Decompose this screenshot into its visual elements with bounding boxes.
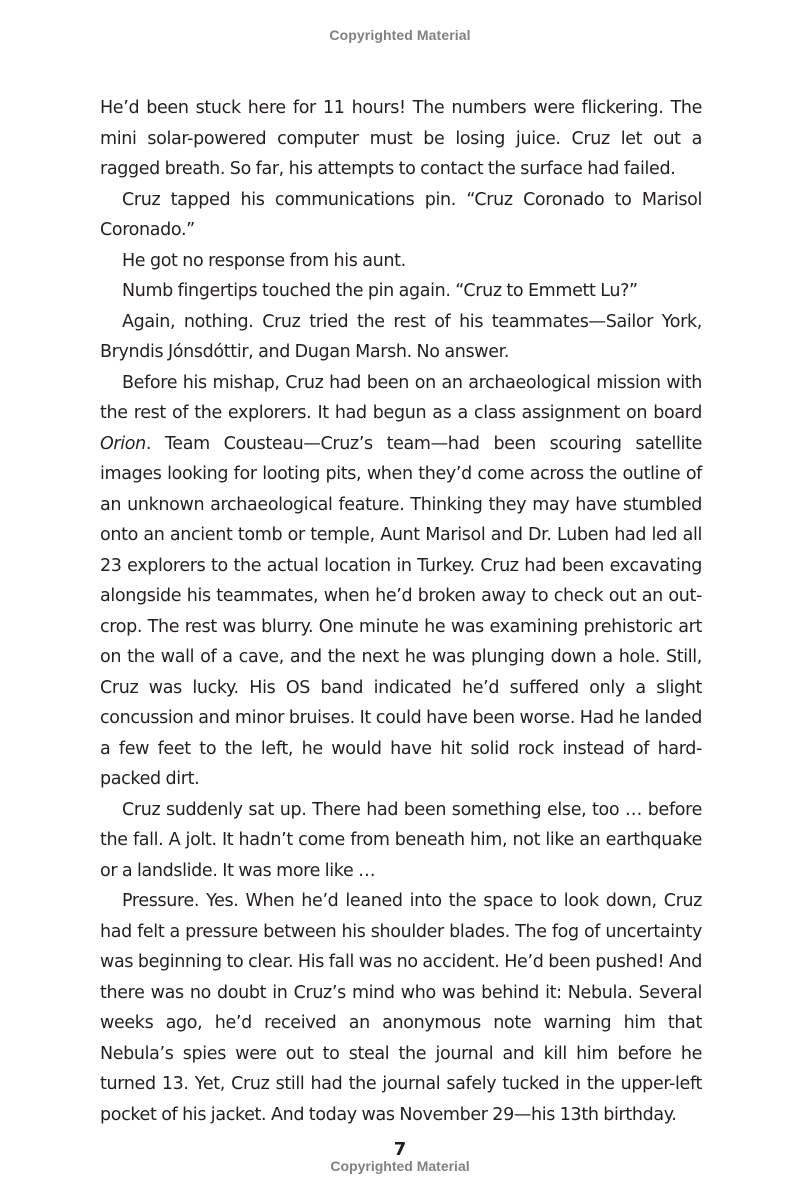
paragraph bbox=[100, 368, 702, 795]
paragraph: Again, nothing. Cruz tried the rest of his teammates—Sailor York, Bryndis Jónsdóttir, and Dugan Marsh. No answer. bbox=[100, 311, 702, 362]
paragraph: Cruz suddenly sat up. There had been something else, too … before the fall. A jolt. It hadn’t come from beneath him, not like an earthquake or a landslide. It was more like … bbox=[100, 799, 702, 881]
paragraph: He got no response from his aunt. bbox=[122, 250, 406, 271]
page-body bbox=[100, 93, 702, 1130]
copyright-stamp-top: Copyrighted Material bbox=[329, 27, 471, 43]
paragraph: Cruz tapped his communications pin. “Cruz Coronado to Marisol Coronado.” bbox=[100, 189, 702, 240]
page-number: 7 bbox=[393, 1139, 407, 1160]
ship-name-italic: Orion bbox=[100, 433, 146, 454]
paragraph-text: . Team Cousteau—Cruz’s team—had been scouring satellite images looking for looting pits, when they’d come across the outline of an unknown archaeological feature. Thinking they may have stumbled onto an ancient tomb or temple, Aunt Marisol and Dr. Luben had led all 23 explorers to the actual location in Turkey. Cruz had been excavating alongside his teammates, when he’d broken away to check out an out-crop. The rest was blurry. One minute he was examining prehistoric art on the wall of a cave, and the next he was plunging down a hole. Still, Cruz was lucky. His OS band indicated he’d suffered only a slight concussion and minor bruises. It could have been worse. Had he landed a few feet to the left, he would have hit solid rock instead of hard-packed dirt. bbox=[100, 433, 702, 789]
copyright-stamp-bottom: Copyrighted Material bbox=[330, 1158, 470, 1174]
paragraph-text: Before his mishap, Cruz had been on an archaeological mission with the rest of the explorers. It had begun as a class assignment on board bbox=[100, 372, 702, 423]
paragraph: Numb fingertips touched the pin again. “Cruz to Emmett Lu?” bbox=[122, 281, 638, 301]
paragraph: He’d been stuck here for 11 hours! The numbers were flickering. The mini solar-powered computer must be losing juice. Cruz let out a ragged breath. So far, his attempts to contact the surface had failed. bbox=[100, 98, 702, 179]
paragraph: Pressure. Yes. When he’d leaned into the space to look down, Cruz had felt a pressure between his shoulder blades. The fog of uncertainty was beginning to clear. His fall was no accident. He’d been pushed! And there was no doubt in Cruz’s mind who was behind it: Nebula. Several weeks ago, he’d received an anonymous note warning him that Nebula’s spies were out to steal the journal and kill him before he turned 13. Yet, Cruz still had the journal safely tucked in the upper-left pocket of his jacket. And today was November 29—his 13th birthday. bbox=[100, 891, 702, 1125]
